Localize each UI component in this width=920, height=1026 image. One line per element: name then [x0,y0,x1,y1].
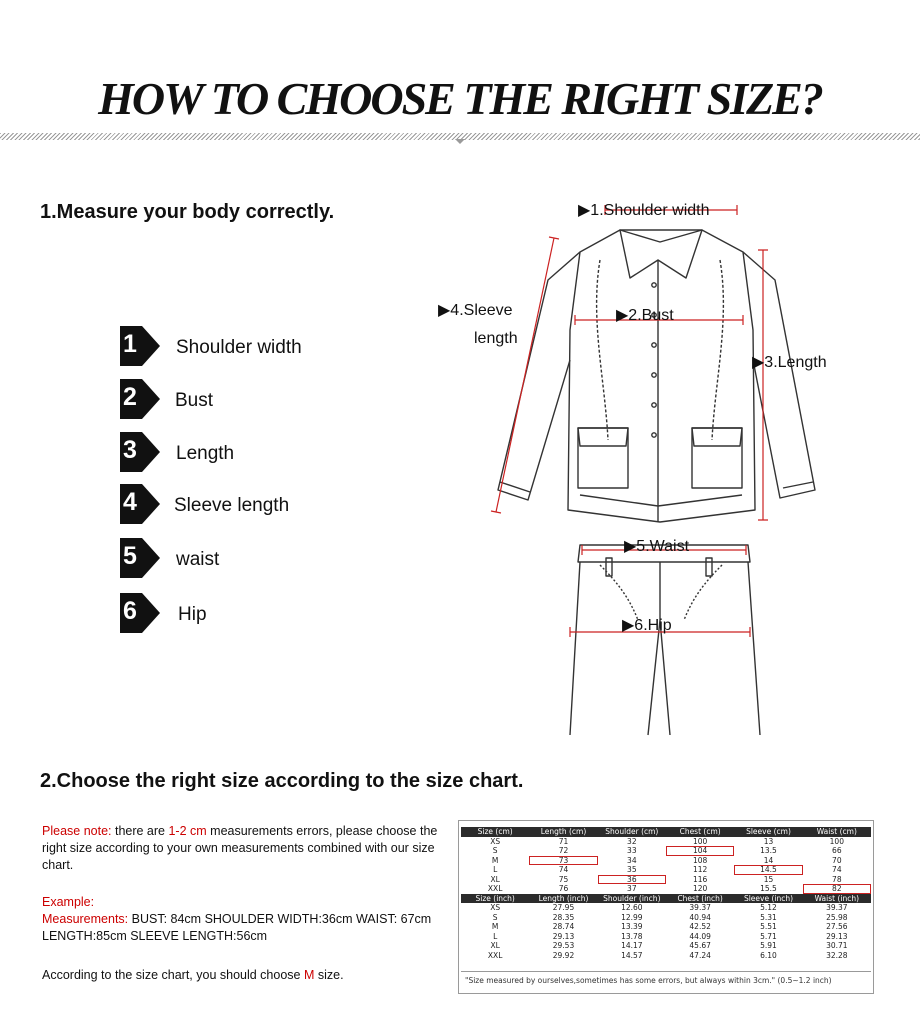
number-badge-1: 1 [120,326,160,366]
diagram-label-sleeve: ▶4.Sleeve [438,302,513,319]
table-cell: 28.35 [552,912,575,922]
table-cell: 45.67 [689,941,711,951]
table-cell: M [491,922,499,932]
table-cell: 27.95 [552,903,575,913]
table-cell: 5.71 [760,931,777,941]
column-header: Length (cm) [529,827,597,837]
chart-divider [461,971,871,972]
table-cell: 72 [558,846,569,856]
diagram-label-waist: ▶5.Waist [624,538,690,555]
diagram-label-bust: ▶2.Bust [616,307,674,324]
inch-header-row [461,894,871,904]
column-header: Size (cm) [461,827,529,837]
table-cell: 33 [627,846,637,856]
table-cell: 13 [763,836,774,846]
table-cell: 34 [627,855,637,865]
column-header: Chest (inch) [666,894,734,904]
table-cell: 116 [692,874,708,884]
table-cell: 13.39 [621,922,643,932]
divider-notch [455,139,465,144]
table-cell: 29.13 [552,931,575,941]
table-row [461,941,871,951]
measurement-item-4 [120,484,420,524]
table-cell: 82 [803,884,871,894]
column-header: Sleeve (inch) [734,894,802,904]
table-row [461,922,871,932]
table-cell: 12.99 [621,912,643,922]
diagram-label-shoulder: ▶1.Shoulder width [578,202,710,219]
table-row [461,846,871,856]
size-chart-table [461,827,871,960]
table-cell: 44.09 [689,931,711,941]
number-badge-2: 2 [120,379,160,419]
table-cell: 36 [598,875,666,885]
number-badge-4: 4 [120,484,160,524]
table-cell: 35 [627,865,637,875]
column-header: Chest (cm) [666,827,734,837]
table-cell: 104 [666,846,734,856]
garment-diagram [430,190,870,740]
table-cell: 29.13 [826,931,848,941]
table-cell: 66 [832,846,842,856]
table-cell: 37 [627,884,637,894]
column-header: Waist (cm) [803,827,871,837]
cm-header-row [461,827,871,837]
table-cell: 100 [829,836,844,846]
table-cell: L [493,931,498,941]
table-cell: XS [490,903,501,913]
column-header: Sleeve (cm) [734,827,802,837]
table-cell: 78 [832,874,842,884]
size-chart-footnote: "Size measured by ourselves,sometimes has some errors, but always within 3cm." (0.5~1.2 inch) [465,976,832,985]
size-chart [458,820,874,994]
table-cell: 70 [832,855,842,865]
table-cell: 40.94 [689,912,711,922]
table-cell: 12.60 [621,903,643,913]
number-badge-6: 6 [120,593,160,633]
measurement-item-1 [120,326,420,366]
measurement-item-6 [120,593,420,633]
table-cell: 14.57 [621,950,643,960]
table-cell: 29.53 [552,941,575,951]
table-row [461,903,871,913]
table-cell: 13.5 [760,846,777,856]
example-measurements: Measurements: BUST: 84cm SHOULDER WIDTH:36cm WAIST: 67cm LENGTH:85cm SLEEVE LENGTH:56cm [42,912,432,943]
garment-illustration [430,190,870,740]
note-paragraph: Please note: there are 1-2 cm measurements errors, please choose the right size according to your own measurements combined with our size chart. [42,824,438,872]
table-cell: M [491,855,499,865]
table-cell: 42.52 [689,922,711,932]
table-cell: 47.24 [689,950,711,960]
column-header: Waist (inch) [803,894,871,904]
page-title: HOW TO CHOOSE THE RIGHT SIZE? [98,73,822,124]
table-cell: 14 [763,855,774,865]
table-cell: XL [490,941,500,951]
measurement-label: Bust [175,390,214,411]
measurement-label: Hip [178,604,207,625]
table-row [461,932,871,942]
table-cell: XXL [487,950,503,960]
measurement-item-3 [120,432,420,472]
table-row [461,837,871,847]
table-cell: 6.10 [760,950,777,960]
table-cell: 15.5 [760,884,777,894]
column-header: Length (inch) [529,894,597,904]
table-cell: 74 [832,865,842,875]
measurement-label: Sleeve length [174,495,290,516]
step1-heading: 1.Measure your body correctly. [40,201,335,223]
size-note [42,823,454,984]
table-cell: 108 [692,855,708,865]
table-row [461,856,871,866]
table-cell: 28.74 [552,922,575,932]
table-cell: XL [490,874,500,884]
table-cell: 5.51 [760,922,777,932]
table-row [461,865,871,875]
table-cell: 29.92 [552,950,575,960]
number-badge-3: 3 [120,432,160,472]
diagram-label-hip: ▶6.Hip [622,617,672,634]
table-cell: 76 [558,884,569,894]
number-badge-5: 5 [120,538,160,578]
table-cell: L [493,865,498,875]
table-row [461,951,871,961]
table-cell: 27.56 [826,922,848,932]
table-cell: 5.12 [760,903,777,913]
table-cell: 30.71 [826,941,848,951]
measurement-label: waist [176,549,220,570]
table-cell: 73 [529,856,597,866]
table-cell: 39.37 [689,903,711,913]
table-cell: 75 [558,874,569,884]
table-row [461,884,871,894]
column-header: Shoulder (inch) [598,894,666,904]
table-cell: S [492,846,498,856]
table-cell: 5.91 [760,941,777,951]
table-cell: S [492,912,498,922]
column-header: Shoulder (cm) [598,827,666,837]
table-cell: 120 [692,884,708,894]
diagram-label-sleeve-2: length [474,330,518,347]
table-cell: 15 [763,874,774,884]
table-cell: XS [490,836,501,846]
table-cell: 112 [692,865,708,875]
measurement-item-5 [120,538,420,578]
measurement-label: Length [176,443,235,464]
example-conclusion: According to the size chart, you should choose M size. [42,968,344,982]
table-cell: 14.17 [621,941,643,951]
example-label: Example: [42,895,95,909]
measurement-label: Shoulder width [176,337,302,358]
table-cell: 100 [692,836,708,846]
measurement-item-2 [120,379,420,419]
table-cell: 32 [627,836,637,846]
table-cell: 32.28 [826,950,848,960]
table-row [461,913,871,923]
table-cell: 74 [558,865,569,875]
table-cell: 13.78 [621,931,643,941]
table-cell: XXL [487,884,503,894]
diagram-label-length: ▶3.Length [752,354,827,371]
table-row [461,875,871,885]
table-cell: 39.37 [826,903,848,913]
table-cell: 71 [558,836,569,846]
table-cell: 5.31 [760,912,777,922]
table-cell: 14.5 [734,865,802,875]
column-header: Size (inch) [461,894,529,904]
table-cell: 25.98 [826,912,848,922]
step2-heading: 2.Choose the right size according to the size chart. [40,770,524,792]
